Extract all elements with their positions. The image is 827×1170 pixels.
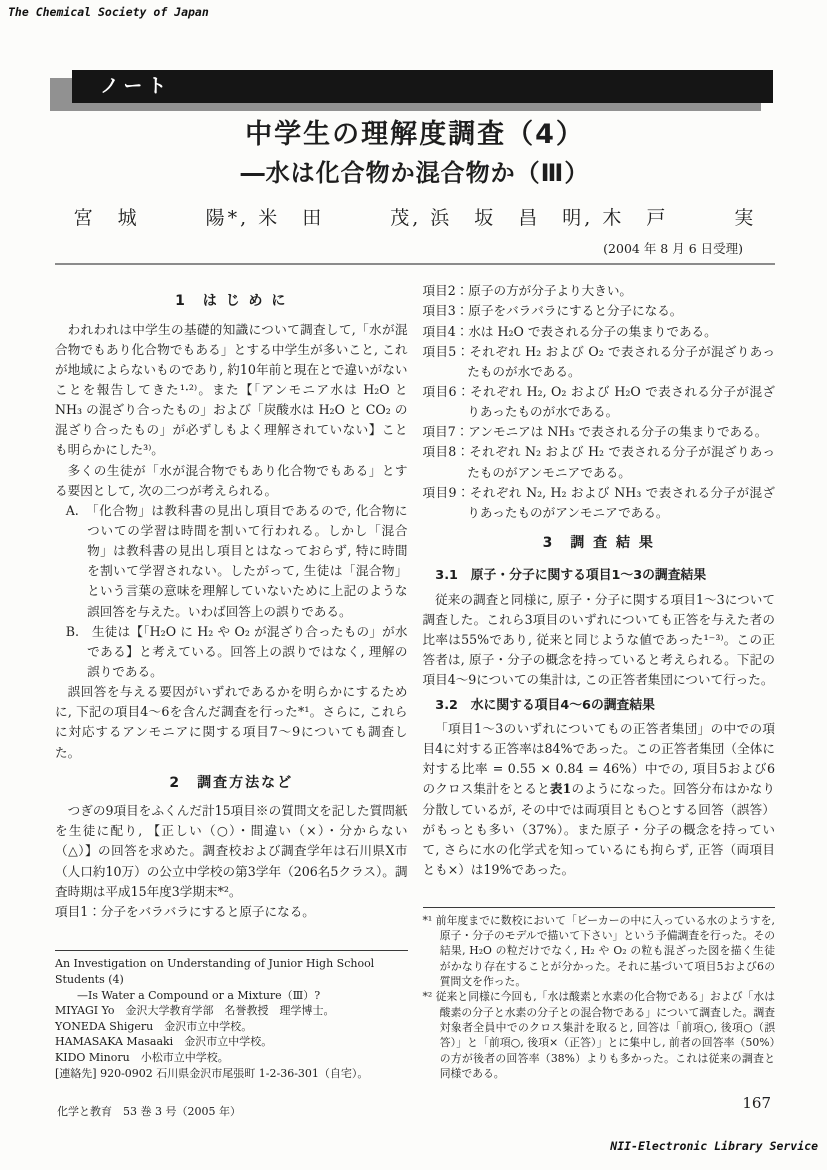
article-content	[55, 112, 775, 1081]
footnote-author-yoneda: YONEDA Shigeru 金沢市立中学校。	[55, 1019, 253, 1033]
method-paragraph: つぎの9項目をふくんだ計15項目※の質問文を記した質問紙を生徒に配り, 【正しい（○）・間違い（×）・分からない（△）】の回答を求めた。調査校および調査学年は石川県X市（人口約10万）の公立中学校の第3学年（206名5クラス）。調査時期は平成15年度3学期末*²。	[55, 803, 408, 899]
two-column-body	[55, 281, 775, 1081]
received-date: (2004 年 8 月 6 日受理)	[603, 241, 743, 257]
results-paragraph-2	[423, 719, 776, 880]
note-banner-label: ノート	[100, 75, 172, 97]
survey-item-4: 項目4：水は H₂O で表される分子の集まりである。	[422, 323, 717, 339]
author-footnote-block	[55, 950, 408, 1081]
intro-paragraph-2: 多くの生徒が「水が混合物でもあり化合物でもある」とする要因として, 次の二つが考えられる。	[55, 462, 408, 498]
results-paragraph-2-lead: 「項目1～3のいずれについてもの正答者集団」の中での項目4に対する正答率は84%であった。この正答者集団（全体に対する比率 = 0.55 × 0.84 = 46%）中での, 項目5および6のクロス集計をとると	[422, 720, 775, 797]
section-2-heading: 2 調査方法など	[169, 774, 294, 791]
page-number: 167	[742, 1094, 771, 1112]
reason-item-a: A. 「化合物」は教科書の見出し項目であるので, 化合物についての学習は時間を割いて行われる。しかし「混合物」は教科書の見出し項目とはなっておらず, 特に時間を割いて学習されない。したがって, 生徒は「混合物」という言葉の意味を理解していないために上記のような誤回答を与えた。いわば回答上の誤りである。	[65, 502, 408, 619]
section-3-1-heading: 3.1 原子・分子に関する項目1～3の調査結果	[435, 568, 707, 584]
footnote-english-subtitle: —Is Water a Compound or a Mixture（Ⅲ）?	[77, 988, 321, 1002]
table-1-reference: 表1	[549, 781, 572, 797]
intro-paragraph-3: 誤回答を与える要因がいずれであるかを明らかにするために, 下記の項目4～6を含んだ調査を行った*¹。さらに, これらに対応するアンモニアに関する項目7～9についても調査した。	[55, 684, 408, 760]
survey-item-7: 項目7：アンモニアは NH₃ で表される分子の集まりである。	[422, 424, 768, 440]
footnote-author-miyagi: MIYAGI Yo 金沢大学教育学部 名誉教授 理学博士。	[55, 1004, 335, 1018]
left-column	[55, 281, 408, 1081]
survey-item-6: 項目6：それぞれ H₂, O₂ および H₂O で表される分子が混ざりあったものが水である。	[422, 383, 775, 420]
journal-citation: 化学と教育 53 巻 3 号（2005 年）	[57, 1105, 241, 1118]
survey-item-8: 項目8：それぞれ N₂ および H₂ で表される分子が混ざりあったものがアンモニアである。	[422, 444, 775, 480]
survey-item-3: 項目3：原子をバラバラにすると分子になる。	[422, 303, 683, 319]
footnote-english-title: An Investigation on Understanding of Junior High School Students (4)	[55, 957, 375, 986]
article-subtitle: ―水は化合物か混合物か（Ⅲ）	[240, 158, 590, 187]
article-title: 中学生の理解度調査（4）	[245, 119, 585, 150]
numbered-footnote-block	[423, 907, 776, 1082]
title-divider	[55, 263, 775, 265]
scan-provider-header: The Chemical Society of Japan	[8, 5, 209, 19]
survey-item-2: 項目2：原子の方が分子より大きい。	[422, 283, 633, 299]
survey-item-5: 項目5：それぞれ H₂ および O₂ で表される分子が混ざりあったものが水である。	[422, 343, 775, 379]
results-paragraph-2-tail: のようになった。回答分布はかなり分散しているが, その中では両項目とも○とする回答（誤答）がもっとも多い（37%）。また原子・分子の概念を持っていて, さらに水の化学式を知っているにも拘らず, 正答（両項目とも×）は19%であった。	[422, 781, 776, 877]
survey-item-9: 項目9：それぞれ N₂, H₂ および NH₃ で表される分子が混ざりあったものがアンモニアである。	[422, 484, 775, 520]
footnote-author-hamasaka: HAMASAKA Masaaki 金沢市立中学校。	[55, 1035, 273, 1049]
intro-paragraph-1: われわれは中学生の基礎的知識について調査して,「水が混合物でもあり化合物でもある」とする中学生が多いこと, これが地域によらないものであり, 約10年前と現在とで違いがないことを報告してきた¹·²⁾。また【「アンモニア水は H₂O と NH₃ の混ざり合ったもの」および「炭酸水は H₂O と CO₂ の混ざり合ったもの」が必ずしもよく理解されていない】ことも明らかにした³⁾。	[55, 321, 408, 458]
results-paragraph-1: 従来の調査と同様に, 原子・分子に関する項目1～3について調査した。これら3項目のいずれについても正答を与えた者の比率は55%であり, 従来と同じような値であった¹⁻³⁾。この正答者は, 原子・分子の概念を持っていると考えられる。下記の項目4～9についての集計は, この正答者集団について行った。	[422, 591, 775, 688]
reason-item-b: B. 生徒は【「H₂O に H₂ や O₂ が混ざり合ったもの」が水である】と考えている。回答上の誤りではなく, 理解の誤りである。	[65, 623, 408, 680]
section-3-2-heading: 3.2 水に関する項目4～6の調査結果	[435, 697, 655, 713]
right-column	[423, 281, 776, 1081]
section-1-heading: 1 は じ め に	[175, 293, 288, 310]
footnote-divider	[423, 907, 776, 908]
footnote-divider	[55, 950, 408, 951]
footnote-asterisk-1: *¹ 前年度までに数校において「ビーカーの中に入っている水のようすを, 原子・分子のモデルで描いて下さい」という予備調査を行った。その結果, H₂O の粒だけでなく, H₂ や O₂ の粒も混ざった図を描く生徒がかなり存在することが分かった。それに基づいて項目5および6の質問文を作った。	[422, 913, 775, 988]
section-3-heading: 3 調 査 結 果	[542, 534, 655, 551]
note-banner	[72, 70, 773, 103]
footnote-asterisk-2: *² 従来と同様に今回も,「水は酸素と水素の化合物である」および「水は酸素の分子と水素の分子との混合物である」について調査した。調査対象者全員中でのクロス集計を取ると, 回答は「前項○, 後項○（誤答）」と「前項○, 後項×（正答）」とに集中し, 前者の回答率（50%）の方が後者の回答率（38%）よりも多かった。これは従来の調査と同様である。	[422, 990, 775, 1080]
footnote-contact-address: [連絡先] 920-0902 石川県金沢市尾張町 1-2-36-301（自宅）。	[55, 1066, 369, 1080]
survey-item-1: 項目1：分子をバラバラにすると原子になる。	[55, 903, 315, 919]
library-service-credit: NII-Electronic Library Service	[610, 1139, 818, 1153]
authors-line: 宮 城 陽*, 米 田 茂, 浜 坂 昌 明, 木 戸 実	[73, 206, 757, 229]
footnote-author-kido: KIDO Minoru 小松市立中学校。	[55, 1051, 229, 1065]
